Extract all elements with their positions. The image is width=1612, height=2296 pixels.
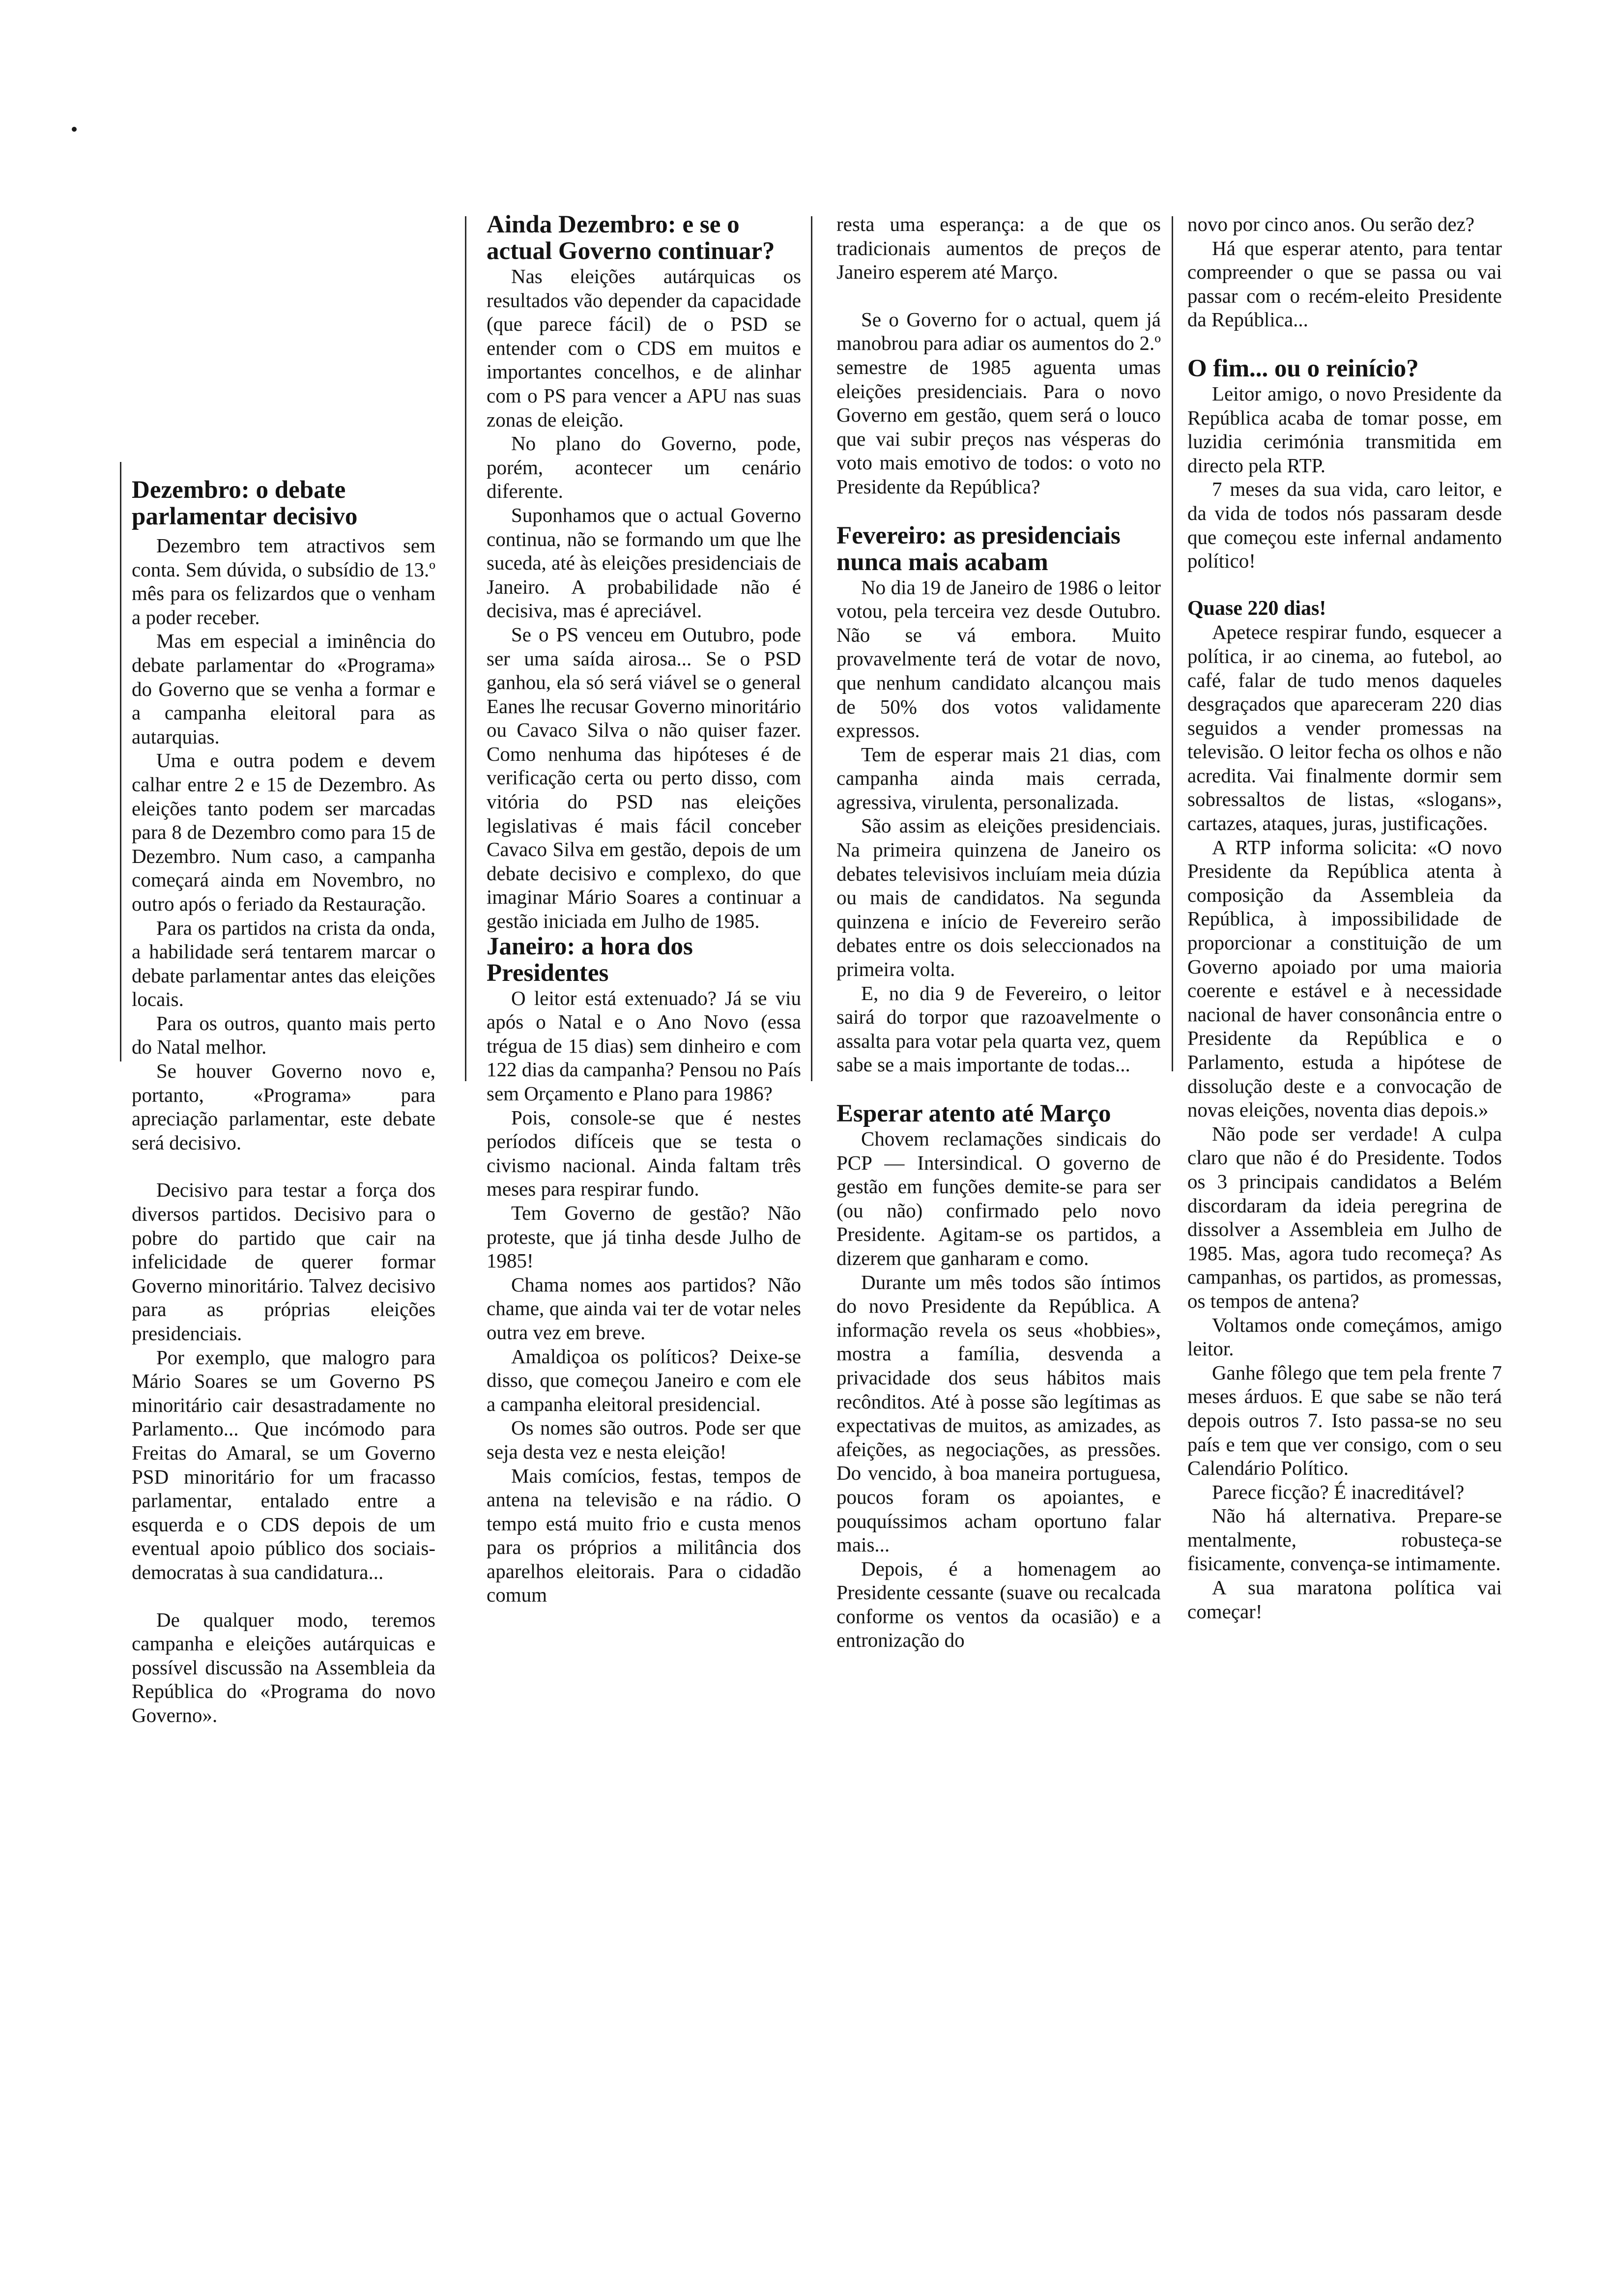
column-rule (120, 462, 121, 1062)
article-paragraph: Decisivo para testar a força dos diversos partidos. Decisivo para o pobre do partido que cair na infelicidade de querer formar Governo minoritário. Talvez decisivo para as próprias eleições presidenciais. (132, 1178, 435, 1345)
article-paragraph: 7 meses da sua vida, caro leitor, e da vida de todos nós passaram desde que começou este infernal andamento político! (1187, 478, 1502, 573)
article-paragraph: Uma e outra podem e devem calhar entre 2 e 15 de Dezembro. As eleições tanto podem ser marcadas para 8 de Dezembro como para 15 de Dezembro. Num caso, a campanha começará ainda em Novembro, no outro após o feriado da Restauração. (132, 749, 435, 915)
article-paragraph: Ganhe fôlego que tem pela frente 7 meses árduos. E que sabe se não terá depois outros 7. Isto passa-se no seu país e tem que ver consigo, com o seu Calendário Político. (1187, 1361, 1502, 1480)
article-paragraph: Por exemplo, que malogro para Mário Soares se um Governo PS minoritário cair desastradamente no Parlamento... Que incómodo para Freitas do Amaral, se um Governo PSD minoritário for um fracasso parlamentar, entalado entre a esquerda e o CDS depois de um eventual apoio público dos sociais-democratas à sua candidatura... (132, 1346, 435, 1583)
article-paragraph: A sua maratona política vai começar! (1187, 1576, 1502, 1623)
article-paragraph: Durante um mês todos são íntimos do novo Presidente da República. A informação revela os seus «hobbies», mostra a família, desvenda a privacidade dos seus hábitos mais recônditos. Até à posse são legítimas as expectativas de muitos, as amizades, as afeições, as negociações, as pressões. Do vencido, à boa maneira portuguesa, poucos foram os apoiantes, e pouquíssimos acham oportuno falar mais... (836, 1270, 1161, 1556)
article-paragraph: De qualquer modo, teremos campanha e eleições autárquicas e possível discussão na Assembleia da República do «Programa do novo Governo». (132, 1608, 435, 1726)
column-rule (1172, 216, 1173, 1071)
article-paragraph: novo por cinco anos. Ou serão dez? (1187, 213, 1475, 235)
article-paragraph: Se o Governo for o actual, quem já manobrou para adiar os aumentos do 2.º semestre de 1985 aguenta umas eleições presidenciais. Para o novo Governo em gestão, quem será o louco que vai subir preços nas vésperas do voto mais emotivo de todos: o voto no Presidente da República? (836, 308, 1161, 498)
article-paragraph: Tem Governo de gestão? Não proteste, que já tinha desde Julho de 1985! (487, 1201, 801, 1272)
article-paragraph: No dia 19 de Janeiro de 1986 o leitor votou, pela terceira vez desde Outubro. Não se vá embora. Muito provavelmente terá de votar de novo, que nenhum candidato alcançou mais de 50% dos votos validamente expressos. (836, 575, 1161, 742)
section-heading: O fim... ou o reinício? (1187, 354, 1419, 382)
article-paragraph: Apetece respirar fundo, esquecer a política, ir ao cinema, ao futebol, ao café, falar de tudo menos daqueles desgraçados que apareceram 220 dias seguidos a vender promessas na televisão. O leitor fecha os olhos e não acredita. Vai finalmente dormir sem sobressaltos de listas, «slogans», cartazes, ataques, juras, justificações. (1187, 621, 1502, 835)
section-heading: Fevereiro: as presidenciais nunca mais acabam (836, 521, 1121, 576)
article-paragraph: Nas eleições autárquicas os resultados vão depender da capacidade (que parece fácil) de o PSD se entender com o CDS em muitos e importantes concelhos, e de alinhar com o PS para vencer a APU nas suas zonas de eleição. (487, 265, 801, 431)
article-paragraph: No plano do Governo, pode, porém, acontecer um cenário diferente. (487, 432, 801, 503)
article-paragraph: Leitor amigo, o novo Presidente da República acaba de tomar posse, em luzidia cerimónia transmitida em directo pela RTP. (1187, 382, 1502, 477)
column-1 (132, 477, 435, 1727)
article-paragraph: Voltamos onde começámos, amigo leitor. (1187, 1313, 1502, 1360)
article-paragraph: Depois, é a homenagem ao Presidente cessante (suave ou recalcada conforme os ventos da ocasião) e a entronização do (836, 1557, 1161, 1652)
article-paragraph: Tem de esperar mais 21 dias, com campanha ainda mais cerrada, agressiva, virulenta, personalizada. (836, 743, 1161, 813)
section-heading: Janeiro: a hora dos Presidentes (487, 932, 693, 987)
article-paragraph: Mais comícios, festas, tempos de antena na televisão e na rádio. O tempo está muito frio e custa menos para os próprios a militância dos aparelhos eleitorais. Para o cidadão comum (487, 1464, 801, 1607)
column-rule (811, 216, 812, 1081)
article-paragraph: Para os outros, quanto mais perto do Natal melhor. (132, 1011, 435, 1059)
article-paragraph: A RTP informa solicita: «O novo Presidente da República atenta à composição da Assembleia da República, à impossibilidade de proporcionar a constituição de um Governo apoiado por uma maioria coerente e estável e à necessidade nacional de haver consonância entre o Presidente da República e o Parlamento, estuda a hipótese de dissolução deste e a convocação de novas eleições, noventa dias depois.» (1187, 835, 1502, 1121)
article-paragraph: São assim as eleições presidenciais. Na primeira quinzena de Janeiro os debates televisivos incluíam meia dúzia ou mais de candidatos. Na segunda quinzena e início de Fevereiro serão debates entre os dois seleccionados na primeira volta. (836, 814, 1161, 981)
column-rule (465, 216, 466, 1081)
section-heading: Ainda Dezembro: e se o actual Governo continuar? (487, 211, 775, 265)
article-paragraph: Pois, console-se que é nestes períodos difíceis que se testa o civismo nacional. Ainda faltam três meses para respirar fundo. (487, 1106, 801, 1201)
column-2 (487, 211, 801, 1607)
article-paragraph: Dezembro tem atractivos sem conta. Sem dúvida, o subsídio de 13.º mês para os felizardos que o venham a poder receber. (132, 534, 435, 629)
column-4 (1187, 212, 1502, 1623)
article-paragraph: E, no dia 9 de Fevereiro, o leitor sairá do torpor que razoavelmente o assalta para votar pela quarta vez, quem sabe se a mais importante de todas... (836, 981, 1161, 1076)
article-paragraph: Suponhamos que o actual Governo continua, não se formando um que lhe suceda, até às eleições presidenciais de Janeiro. A probabilidade não é decisiva, mas é apreciável. (487, 503, 801, 622)
article-paragraph: Se houver Governo novo e, portanto, «Programa» para apreciação parlamentar, este debate será decisivo. (132, 1060, 435, 1154)
article-paragraph: Amaldiçoa os políticos? Deixe-se disso, que começou Janeiro e com ele a campanha eleitoral presidencial. (487, 1345, 801, 1415)
section-heading: Esperar atento até Março (836, 1100, 1111, 1127)
article-paragraph: O leitor está extenuado? Já se viu após o Natal e o Ano Novo (essa trégua de 15 dias) sem dinheiro e com 122 dias da campanha? Pensou no País sem Orçamento e Plano para 1986? (487, 986, 801, 1105)
print-speck (72, 127, 77, 132)
column-3 (836, 212, 1161, 1652)
section-subheading: Quase 220 dias! (1187, 597, 1326, 620)
article-paragraph: Parece ficção? É inacreditável? (1212, 1480, 1465, 1503)
article-paragraph: Para os partidos na crista da onda, a habilidade será tentarem marcar o debate parlamentar antes das eleições locais. (132, 916, 435, 1011)
section-heading: Dezembro: o debate parlamentar decisivo (132, 476, 358, 530)
article-paragraph: Não pode ser verdade! A culpa claro que não é do Presidente. Todos os 3 principais candidatos a Belém discordaram da ideia peregrina de dissolver a Assembleia em Julho de 1985. Mas, agora tudo recomeça? As campanhas, os partidos, as promessas, os tempos de antena? (1187, 1122, 1502, 1312)
article-paragraph: Chovem reclamações sindicais do PCP — Intersindical. O governo de gestão em funções demite-se para ser (ou não) confirmado pelo novo Presidente. Agitam-se os partidos, a dizerem que ganharam e como. (836, 1127, 1161, 1269)
article-paragraph: Há que esperar atento, para tentar compreender o que se passa ou vai passar com o recém-eleito Presidente da República... (1187, 236, 1502, 331)
article-paragraph: Os nomes são outros. Pode ser que seja desta vez e nesta eleição! (487, 1416, 801, 1463)
article-paragraph: Não há alternativa. Prepare-se mentalmente, robusteça-se fisicamente, convença-se intimamente. (1187, 1504, 1502, 1575)
article-paragraph: resta uma esperança: a de que os tradicionais aumentos de preços de Janeiro esperem até Março. (836, 213, 1161, 284)
article-paragraph: Mas em especial a iminência do debate parlamentar do «Programa» do Governo que se venha a formar e a campanha eleitoral para as autarquias. (132, 630, 435, 748)
article-paragraph: Chama nomes aos partidos? Não chame, que ainda vai ter de votar neles outra vez em breve. (487, 1273, 801, 1344)
article-paragraph: Se o PS venceu em Outubro, pode ser uma saída airosa... Se o PSD ganhou, ela só será viável se o general Eanes lhe recusar Governo minoritário ou Cavaco Silva o não quiser fazer. Como nenhuma das hipóteses é de verificação certa ou perto disso, com vitória do PSD nas eleições legislativas é mais fácil conceber Cavaco Silva em gestão, depois de um debate decisivo e complexo, do que imaginar Mário Soares a continuar a gestão iniciada em Julho de 1985. (487, 623, 801, 933)
